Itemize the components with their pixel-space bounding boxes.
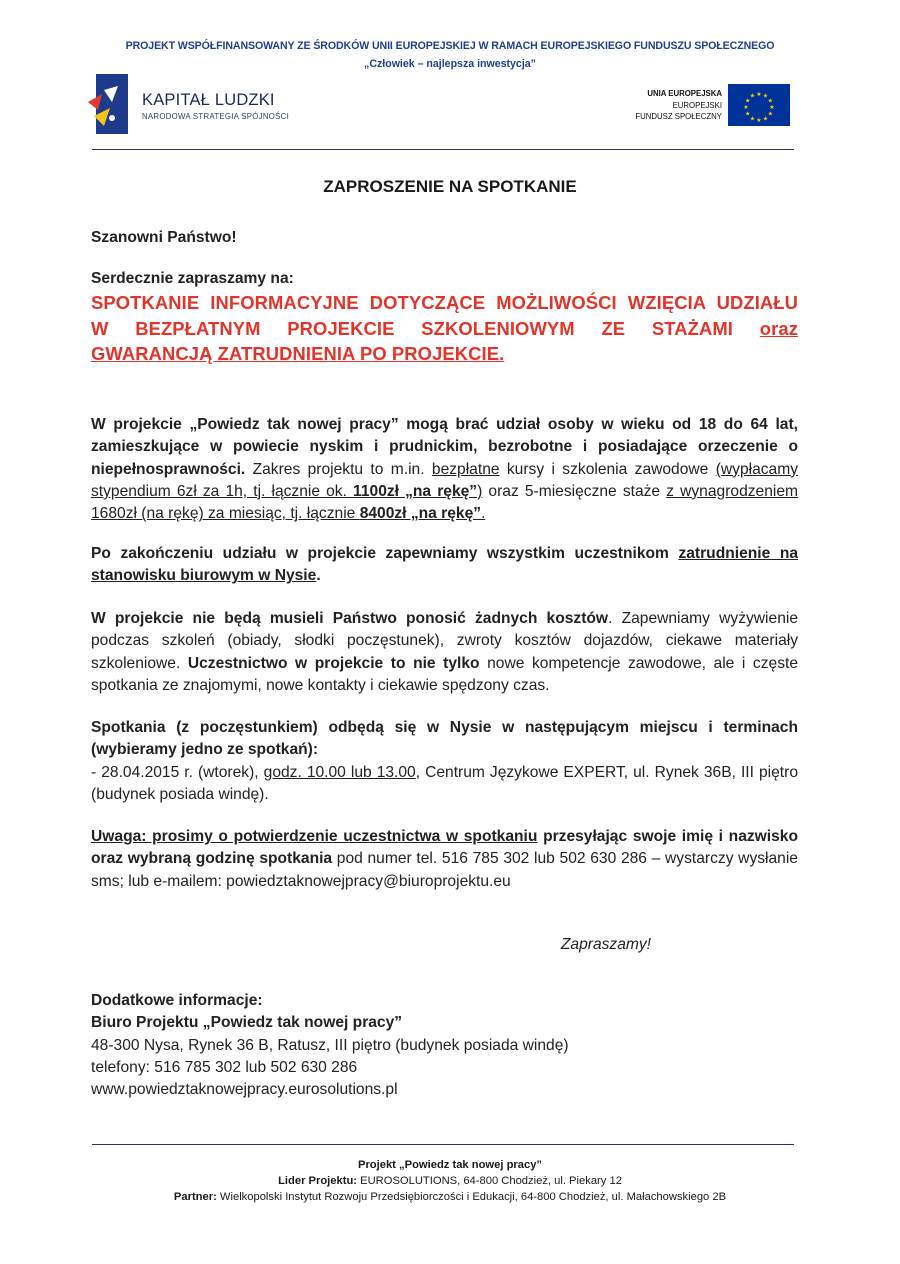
eu-star-icon: ★ [767, 98, 773, 105]
headline-block [91, 290, 798, 367]
eu-star-icon: ★ [749, 93, 756, 100]
footer-divider [92, 1144, 794, 1145]
eu-star-icon: ★ [756, 92, 762, 98]
eu-fund-text [635, 88, 722, 123]
employment-text: Po zakończeniu udziału w projekcie zapewniamy wszystkim uczestnikom [91, 545, 669, 562]
meetings-intro: Spotkania (z poczęstunkiem) odbędą się w Nysie w następującym miejscu i terminach (wybieramy jedno ze spotkań): [91, 719, 798, 759]
stipend-close: ) [477, 482, 483, 500]
eu-star-icon: ★ [767, 111, 773, 118]
office-website[interactable]: www.powiedztaknowejpracy.eurosolutions.pl [91, 1081, 398, 1099]
invite-lead: Serdecznie zapraszamy na: [91, 270, 294, 287]
leader-value: EUROSOLUTIONS, 64-800 Chodzież, ul. Piekary 12 [357, 1175, 622, 1187]
salary-amount: 8400zł „na rękę” [359, 505, 482, 523]
salary-text: z wynagrodzeniem 1680zł (na rękę) za miesiąc, tj. łącznie [91, 482, 799, 523]
employment-end: . [316, 567, 321, 585]
scope-text-1: Zakres projektu to m.in. [245, 460, 432, 478]
paragraph-employment [91, 543, 798, 588]
confirmation-contact: pod numer tel. 516 785 302 lub 502 630 286 – wystarczy wysłanie sms; lub e-mailem: powiedztaknowejpracy@biuroprojektu.eu [91, 850, 798, 890]
paragraph-costs [91, 608, 798, 697]
eu-star-icon: ★ [745, 98, 751, 105]
eu-star-icon: ★ [745, 111, 751, 118]
eu-star-icon: ★ [756, 118, 762, 124]
eu-line-european: EUROPEJSKI [672, 100, 722, 110]
project-eligibility: W projekcie „Powiedz tak nowej pracy” mogą brać udział osoby w wieku od 18 do 64 lat, zamieszkujące w powiecie nyskim i prudnickim, bezrobotne i posiadające orzeczenie o niepełnosprawności. [91, 416, 798, 478]
kapital-ludzki-logo-icon [88, 72, 128, 136]
office-name: Biuro Projektu „Powiedz tak nowej pracy” [91, 1014, 403, 1032]
eu-star-icon: ★ [762, 116, 769, 123]
headline-line-1: SPOTKANIE INFORMACYJNE DOTYCZĄCE MOŻLIWOŚCI WZIĘCIA UDZIAŁU [91, 292, 798, 313]
headline-line-2 [91, 316, 798, 342]
eu-star-icon: ★ [769, 105, 775, 111]
headline-line-2-text: W BEZPŁATNYM PROJEKCIE SZKOLENIOWYM ZE STAŻAMI [91, 317, 733, 339]
partner-label: Partner: [173, 1191, 217, 1203]
benefits-text: . Zapewniamy wyżywienie podczas szkoleń (obiady, słodki poczęstunek), zwroty kosztów dojazdów, ciekawe materiały szkoleniowe. [91, 610, 799, 672]
participation-text: nowe kompetencje zawodowe, ale i częste spotkania ze znajomymi, nowe kontakty i ciekawie spędzony czas. [91, 654, 798, 694]
eu-star-icon: ★ [749, 116, 756, 123]
eu-flag-icon [728, 84, 790, 126]
eu-star-icon: ★ [762, 93, 769, 100]
contact-heading: Dodatkowe informacje: [91, 992, 263, 1009]
meeting-date: - 28.04.2015 r. (wtorek), [91, 763, 264, 781]
paragraph-confirmation [91, 826, 798, 893]
closing: Zapraszamy! [560, 936, 651, 953]
paragraph-meetings [91, 717, 798, 806]
stipend-amount: 1100zł „na rękę” [353, 482, 478, 500]
eu-line-union: UNIA EUROPEJSKA [647, 89, 722, 98]
stipend-text: (wypłacamy stypendium 6zł za 1h, tj. łącznie ok. [91, 460, 799, 500]
footer-partner [0, 1189, 900, 1205]
partner-value: Wielkopolski Instytut Rozwoju Przedsiębiorczości i Edukacji, 64-800 Chodzież, ul. Małachowskiego 2B [216, 1191, 727, 1203]
paragraph-project-description [91, 414, 798, 525]
confirmation-details: przesyłając swoje imię i nazwisko oraz wybraną godzinę spotkania [91, 828, 798, 868]
headline-line-3: GWARANCJĄ ZATRUDNIENIA PO PROJEKCIE. [91, 343, 505, 364]
participation-bold: Uczestnictwo w projekcie to nie tylko [187, 654, 480, 672]
salary-end: . [481, 505, 486, 523]
contact-block [91, 990, 798, 1101]
header-slogan: „Człowiek – najlepsza inwestycja” [364, 58, 536, 70]
leader-label: Lider Projektu: [278, 1175, 358, 1187]
internship-text: oraz 5-miesięczne staże [482, 482, 667, 500]
footer-project: Projekt „Powiedz tak nowej pracy” [357, 1159, 543, 1171]
headline-oraz: oraz [759, 317, 798, 339]
office-phones: telefony: 516 785 302 lub 502 630 286 [91, 1058, 358, 1076]
footer [0, 1157, 900, 1205]
kapital-ludzki-title: KAPITAŁ LUDZKI [142, 91, 275, 109]
eu-line-fund: FUNDUSZ SPOŁECZNY [635, 112, 722, 121]
free-underline: bezpłatne [431, 460, 500, 478]
document-title: ZAPROSZENIE NA SPOTKANIE [323, 177, 577, 196]
scope-text-2: kursy i szkolenia zawodowe [499, 460, 716, 478]
meeting-place: , Centrum Językowe EXPERT, ul. Rynek 36B, III piętro (budynek posiada windę). [91, 763, 798, 803]
meeting-hours: godz. 10.00 lub 13.00 [263, 763, 416, 781]
no-costs: W projekcie nie będą musieli Państwo ponosić żadnych kosztów [91, 610, 609, 627]
greeting: Szanowni Państwo! [91, 229, 237, 246]
attention-note: Uwaga: prosimy o potwierdzenie uczestnictwa w spotkaniu [91, 828, 538, 845]
office-address: 48-300 Nysa, Rynek 36 B, Ratusz, III piętro (budynek posiada windę) [91, 1036, 569, 1054]
header-divider [92, 149, 794, 150]
header-cofinancing-line: PROJEKT WSPÓŁFINANSOWANY ZE ŚRODKÓW UNII EUROPEJSKIEJ W RAMACH EUROPEJSKIEGO FUNDUSZU SPOŁECZNEGO [125, 40, 775, 52]
eu-star-icon: ★ [743, 105, 749, 111]
employment-guarantee: zatrudnienie na stanowisku biurowym w Nysie [91, 545, 799, 585]
footer-leader [0, 1173, 900, 1189]
kapital-ludzki-subtitle: NARODOWA STRATEGIA SPÓJNOŚCI [142, 112, 290, 121]
